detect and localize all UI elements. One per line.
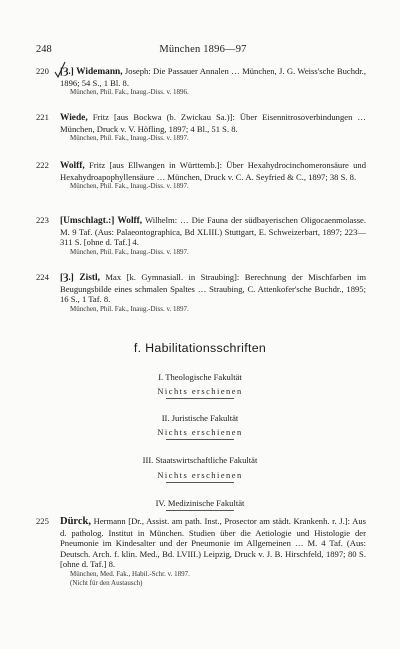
running-title: München 1896—97: [159, 44, 247, 55]
entry-note: München, Phil. Fak., Inaug.-Diss. v. 1897.: [70, 182, 189, 191]
entry-number: 221: [36, 112, 49, 122]
faculty-title: II. Juristische Fakultät: [161, 413, 239, 423]
page-number: 248: [36, 44, 52, 55]
entry-note: München, Med. Fak., Habil.-Schr. v. 1897.: [70, 569, 190, 578]
entry-221: [36, 112, 366, 143]
section-title: f. Habilitationsschriften: [133, 341, 267, 355]
entry-223: [36, 215, 366, 257]
entry-224: [36, 272, 366, 314]
entry-text: Hermann [Dr., Assist. am path. Inst., Prosector am städt. Krankenh. r. J.]: Aus d. patholog. Institut in München. Studien über die Aetiologie und Histologie der Pneumonie im Kindesalter und der Pneumonie im Allgemeinen … M. 4 Taf. (Aus: Deutsch. Arch. f. klin. Med., Bd. LVIII.) Leipzig, Druck v. J. B. Hirschfeld, 1897; 80 S. [ohne d. Taf.] 8.: [60, 516, 366, 570]
entry-number: 220: [36, 66, 49, 76]
entry-text: Wilhelm: … Die Fauna der südbayerischen Oligocaenmolasse. M. 9 Taf. (Aus: Palaeontographica, Bd XLIII.) Stuttgart, E. Schweizerbart, 1897; 223—311 S. [ohne d. Taf.] 4.: [60, 215, 366, 248]
entry-text: Fritz [aus Ellwangen in Württemb.]: Über Hexahydrocinchomeronsäure und Hexahydroapophyllensäure … München, Druck v. C. A. Seyfried & C., 1897; 38 S. 8.: [60, 160, 366, 182]
entry-author: [Umschlagt.:] Wolff,: [60, 216, 143, 226]
entry-author: Dürck,: [60, 516, 92, 527]
faculty-note: Nichts erschienen: [157, 387, 243, 396]
entry-note: München, Phil. Fak., Inaug.-Diss. v. 1897.: [70, 304, 189, 313]
entry-author: [Ȝ.] Zistl,: [60, 273, 100, 283]
entry-author: Wolff,: [60, 161, 85, 171]
divider: [166, 439, 234, 440]
page-header: [36, 44, 370, 55]
faculty-title: I. Theologische Fakultät: [158, 372, 242, 382]
entry-author: [Ȝ.] Widemann,: [60, 67, 123, 77]
entry-text: Joseph: Die Passauer Annalen … München, J. G. Weiss'sche Buchdr., 1896; 54 S., 1 Bl. 8.: [60, 66, 366, 88]
entry-225: [36, 516, 366, 588]
entry-text: Max [k. Gymnasiall. in Straubing]: Berechnung der Mischfarben im Beugungsbilde eines schmalen Spaltes … Straubing, C. Attenkofer'sche Buchdr., 1895; 16 S., 1 Taf. 8.: [60, 272, 367, 305]
divider: [166, 482, 234, 483]
entry-220: [36, 66, 366, 97]
faculty-note: Nichts erschienen: [157, 428, 243, 437]
entry-note: München, Phil. Fak., Inaug.-Diss. v. 1897.: [70, 134, 189, 143]
divider: [166, 398, 234, 399]
faculty-title: IV. Medizinische Fakultät: [155, 498, 245, 508]
entry-note: München, Phil. Fak., Inaug.-Diss. v. 1897.: [70, 247, 189, 256]
entry-number: 222: [36, 160, 49, 170]
entry-author: Wiede,: [60, 113, 88, 123]
entry-text: Fritz [aus Bockwa (b. Zwickau Sa.)]: Über Eisennitrosoverbindungen … München, Druck v. V. Höfling, 1897; 4 Bl., 51 S. 8.: [60, 112, 366, 134]
faculty-note: Nichts erschienen: [157, 471, 243, 480]
entry-number: 223: [36, 215, 49, 225]
faculty-title: III. Staatswirtschaftliche Fakultät: [142, 455, 258, 465]
entry-note-exchange: (Nicht für den Austausch): [70, 578, 143, 587]
divider: [166, 510, 234, 511]
entry-note: München, Phil. Fak., Inaug.-Diss. v. 1896.: [70, 88, 189, 97]
entry-222: [36, 160, 366, 191]
entry-number: 225: [36, 516, 49, 526]
entry-number: 224: [36, 272, 49, 282]
